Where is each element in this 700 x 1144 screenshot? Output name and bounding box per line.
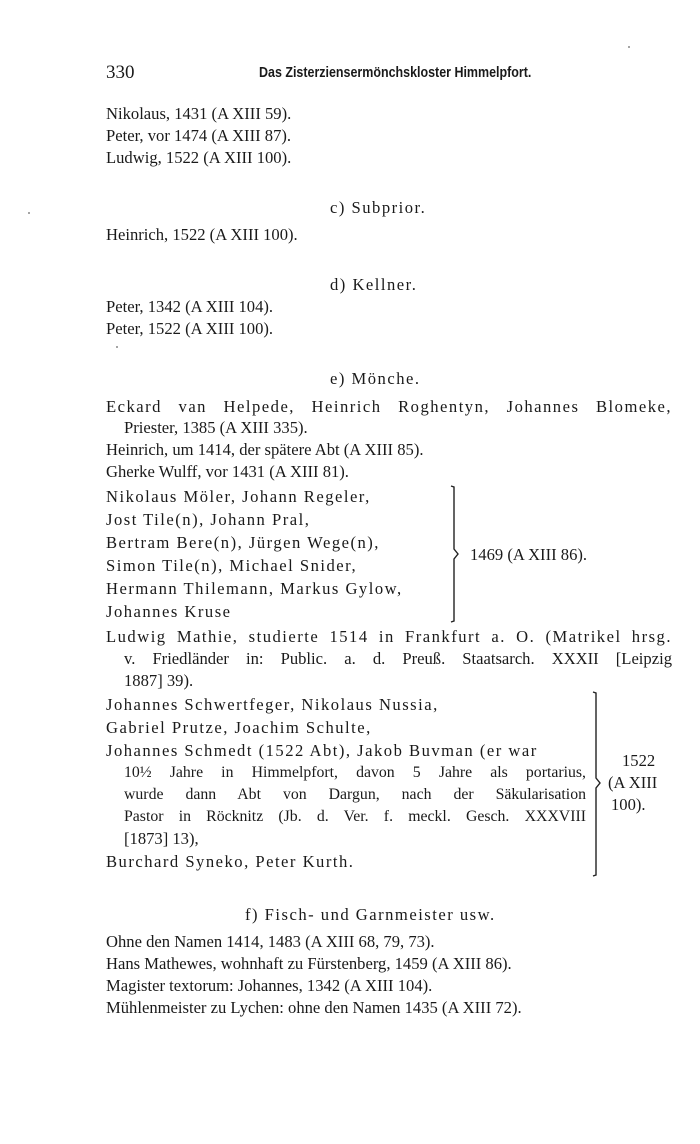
section-heading-fischmeister: f) Fisch- und Garnmeister usw. (245, 905, 496, 924)
group1-line-1: Nikolaus Möler, Johann Regeler, (106, 487, 371, 506)
kellner-line-1: Peter, 1342 (A XIII 104). (106, 297, 274, 316)
group2-continuation-2: wurde dann Abt von Dargun, nach der Säkularisation (124, 786, 586, 803)
group2-continuation-3: Pastor in Röcknitz (Jb. d. Ver. f. meckl. Gesch. XXXVIII (124, 808, 586, 825)
section-heading-moenche: e) Mönche. (330, 369, 421, 388)
scan-speck (28, 212, 30, 214)
fisch-line-1: Ohne den Namen 1414, 1483 (A XIII 68, 79, 73). (106, 932, 435, 951)
fisch-line-2: Hans Mathewes, wohnhaft zu Fürstenberg, 1459 (A XIII 86). (106, 954, 512, 973)
group1-line-6: Johannes Kruse (106, 602, 232, 621)
fisch-line-3: Magister textorum: Johannes, 1342 (A XIII 104). (106, 976, 433, 995)
scan-speck (116, 346, 118, 348)
group2-note-line-1: 1522 (622, 751, 656, 770)
group2-note-line-3: 100). (611, 795, 646, 814)
group1-line-5: Hermann Thilemann, Markus Gylow, (106, 579, 403, 598)
intro-line-3: Ludwig, 1522 (A XIII 100). (106, 148, 292, 167)
subprior-line-1: Heinrich, 1522 (A XIII 100). (106, 225, 298, 244)
group2-brace (590, 690, 606, 880)
group2-continuation-1: 10½ Jahre in Himmelpfort, davon 5 Jahre als portarius, (124, 764, 586, 781)
entry-ludwig-line-1: Ludwig Mathie, studierte 1514 in Frankfurt a. O. (Matrikel hrsg. (106, 627, 672, 646)
group1-line-2: Jost Tile(n), Johann Pral, (106, 510, 311, 529)
group2-note-line-2: (A XIII (608, 773, 658, 792)
intro-line-2: Peter, vor 1474 (A XIII 87). (106, 126, 292, 145)
kellner-line-2: Peter, 1522 (A XIII 100). (106, 319, 274, 338)
group1-line-4: Simon Tile(n), Michael Snider, (106, 556, 358, 575)
group1-note: 1469 (A XIII 86). (470, 545, 588, 564)
group2-line-2: Gabriel Prutze, Joachim Schulte, (106, 718, 372, 737)
scan-speck (628, 46, 630, 48)
page-number: 330 (106, 62, 135, 83)
entry-eckard-line-2: Priester, 1385 (A XIII 335). (124, 418, 308, 437)
group2-line-4: Burchard Syneko, Peter Kurth. (106, 852, 355, 871)
running-title: Das Zisterziensermönchskloster Himmelpfort. (259, 65, 532, 81)
intro-line-1: Nikolaus, 1431 (A XIII 59). (106, 104, 292, 123)
entry-ludwig-line-2: v. Friedländer in: Public. a. d. Preuß. Staatsarch. XXXII [Leipzig (124, 649, 672, 668)
page-header (106, 62, 662, 86)
section-heading-kellner: d) Kellner. (330, 275, 418, 294)
fisch-line-4: Mühlenmeister zu Lychen: ohne den Namen 1435 (A XIII 72). (106, 998, 522, 1017)
entry-eckard-line-1: Eckard van Helpede, Heinrich Roghentyn, Johannes Blomeke, (106, 397, 672, 416)
entry-ludwig-line-3: 1887] 39). (124, 671, 194, 690)
group1-line-3: Bertram Bere(n), Jürgen Wege(n), (106, 533, 380, 552)
entry-heinrich: Heinrich, um 1414, der spätere Abt (A XIII 85). (106, 440, 424, 459)
group1-brace (448, 484, 464, 624)
entry-gherke: Gherke Wulff, vor 1431 (A XIII 81). (106, 462, 349, 481)
group2-line-1: Johannes Schwertfeger, Nikolaus Nussia, (106, 695, 439, 714)
section-heading-subprior: c) Subprior. (330, 198, 427, 217)
group2-continuation-4: [1873] 13), (124, 829, 199, 848)
group2-line-3: Johannes Schmedt (1522 Abt), Jakob Buvman (er war (106, 741, 538, 760)
